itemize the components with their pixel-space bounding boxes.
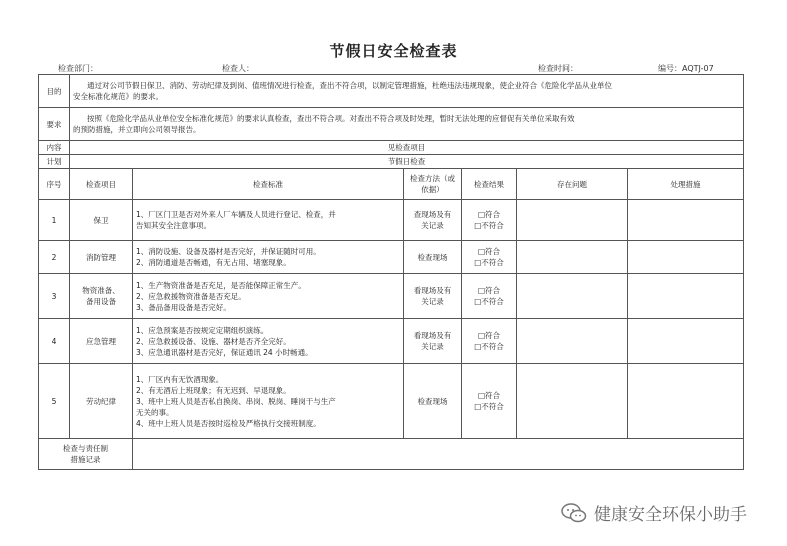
method-line: 看现场及有 [413,286,452,295]
row-problem-cell[interactable] [517,364,628,439]
watermark-text: 健康安全环保小助手 [594,505,747,525]
conform-checkbox[interactable]: □符合 [477,331,501,340]
sign-label-line: 检查与责任制 [63,444,108,453]
row-item-line: 保卫 [93,215,109,225]
requirement-text [70,108,744,141]
method-line: 关记录 [421,297,444,306]
row-standard [133,241,404,274]
standard-line: 2、应急救援设备、设施、器材是否齐全完好。 [136,336,291,346]
requirement-line: 按照《危险化学品从业单位安全标准化规范》的要求认真检查，查出不符合项。对查出不符合项及时处理，暂时无法处理的应督促有关单位采取有效 [87,114,575,123]
sign-record-cell[interactable] [133,439,744,470]
standard-line: 1、应急预案是否按规定定期组织演练。 [136,325,269,335]
row-method [404,319,462,364]
row-seq: 1 [39,200,70,241]
conform-checkbox[interactable]: □符合 [477,391,501,400]
inspection-table [38,74,744,470]
plan-row [39,155,744,169]
row-item-line: 物资准备、 [82,286,120,295]
page-title: 节假日安全检查表 [329,42,458,60]
table-row [39,200,744,241]
row-result [462,274,517,319]
row-method [404,241,462,274]
row-result [462,241,517,274]
row-seq: 3 [39,274,70,319]
row-problem-cell[interactable] [517,274,628,319]
header-measure: 处理措施 [628,169,744,200]
table-row [39,319,744,364]
wechat-icon [560,502,588,524]
header-result: 检查结果 [462,169,517,200]
header-problem: 存在问题 [517,169,628,200]
standard-line: 无关的事。 [136,407,174,417]
purpose-line: 通过对公司节假日保卫、消防、劳动纪律及到岗、值班情况进行检查，查出不符合项，以制定管理措施，杜绝违法违规现象，使企业符合《危险化学品从业单位 [87,81,612,90]
header-row [39,169,744,200]
sign-label [39,439,133,470]
conform-checkbox[interactable]: □符合 [477,286,501,295]
row-seq: 4 [39,319,70,364]
standard-line: 3、应急通讯器材是否完好，保证通讯 24 小时畅通。 [136,347,313,357]
content-row [39,141,744,155]
row-item-line: 消防管理 [86,252,116,262]
standard-line: 1、生产物资准备是否充足，是否能保障正常生产。 [136,280,306,290]
standard-line: 4、班中上班人员是否按时巡检及严格执行交接班制度。 [136,418,321,428]
standard-line: 2、应急救援物资准备是否充足。 [136,291,246,301]
header-seq: 序号 [39,169,70,200]
requirement-label: 要求 [39,108,70,141]
purpose-line: 安全标准化规范》的要求。 [73,92,163,101]
plan-value: 节假日检查 [70,155,744,169]
method-line: 检查现场 [417,396,448,406]
row-problem-cell[interactable] [517,200,628,241]
row-seq: 5 [39,364,70,439]
conform-checkbox[interactable]: □符合 [477,210,501,219]
header-method: 检查方法（或依据） [404,169,462,200]
row-result [462,200,517,241]
nonconform-checkbox[interactable]: □不符合 [474,221,504,230]
method-line: 关记录 [421,221,444,230]
nonconform-checkbox[interactable]: □不符合 [474,402,504,411]
row-item-line: 劳动纪律 [86,396,116,406]
row-item [70,241,133,274]
row-result [462,364,517,439]
method-line: 关记录 [421,342,444,351]
standard-line: 1、消防设施、设备及器材是否完好，并保证随时可用。 [136,247,321,256]
conform-checkbox[interactable]: □符合 [477,247,501,256]
nonconform-checkbox[interactable]: □不符合 [474,258,504,267]
standard-line: 3、备品备用设备是否完好。 [136,302,231,312]
purpose-text [70,75,744,108]
row-measure-cell[interactable] [628,200,744,241]
content-label: 内容 [39,141,70,155]
row-item [70,364,133,439]
table-row [39,241,744,274]
row-measure-cell[interactable] [628,241,744,274]
row-item-line: 备用设备 [86,297,116,306]
plan-label: 计划 [39,155,70,169]
requirement-row [39,108,744,141]
standard-line: 2、消防通道是否畅通，有无占用、堵塞现象。 [136,258,291,267]
header-standard: 检查标准 [133,169,404,200]
row-method [404,200,462,241]
row-measure-cell[interactable] [628,364,744,439]
table-row [39,364,744,439]
watermark [560,500,747,525]
standard-line: 1、厂区门卫是否对外来人厂车辆及人员进行登记、检查，并 [136,210,336,219]
nonconform-checkbox[interactable]: □不符合 [474,297,504,306]
row-standard [133,364,404,439]
requirement-line: 的预防措施，并立即向公司领导报告。 [73,125,201,134]
inspector-label: 检查人： [222,64,254,73]
nonconform-checkbox[interactable]: □不符合 [474,342,504,351]
row-measure-cell[interactable] [628,274,744,319]
row-item [70,274,133,319]
row-problem-cell[interactable] [517,319,628,364]
row-measure-cell[interactable] [628,319,744,364]
row-item-line: 应急管理 [86,336,116,346]
header-item: 检查项目 [70,169,133,200]
method-line: 查现场及有 [413,210,452,219]
department-label: 检查部门： [58,64,98,73]
method-line: 看现场及有 [413,331,452,340]
row-standard [133,200,404,241]
row-item [70,200,133,241]
purpose-label: 目的 [39,75,70,108]
content-value: 见检查项目 [70,141,744,155]
row-method [404,364,462,439]
row-seq: 2 [39,241,70,274]
row-method [404,274,462,319]
standard-line: 3、班中上班人员是否私自换岗、串岗、脱岗、睡岗干与生产 [136,396,336,406]
purpose-row [39,75,744,108]
code-label: 编号：AQTJ-07 [658,64,714,73]
row-standard [133,319,404,364]
sign-row [39,439,744,470]
row-result [462,319,517,364]
standard-line: 2、有无酒后上班现象；有无迟到、早退现象。 [136,385,291,395]
sign-label-line: 措施记录 [70,455,101,464]
standard-line: 告知其安全注意事项。 [136,221,211,230]
time-label: 检查时间： [538,64,578,73]
row-standard [133,274,404,319]
row-problem-cell[interactable] [517,241,628,274]
row-item [70,319,133,364]
standard-line: 1、厂区内有无饮酒现象。 [136,374,224,384]
table-row [39,274,744,319]
method-line: 检查现场 [417,252,448,262]
